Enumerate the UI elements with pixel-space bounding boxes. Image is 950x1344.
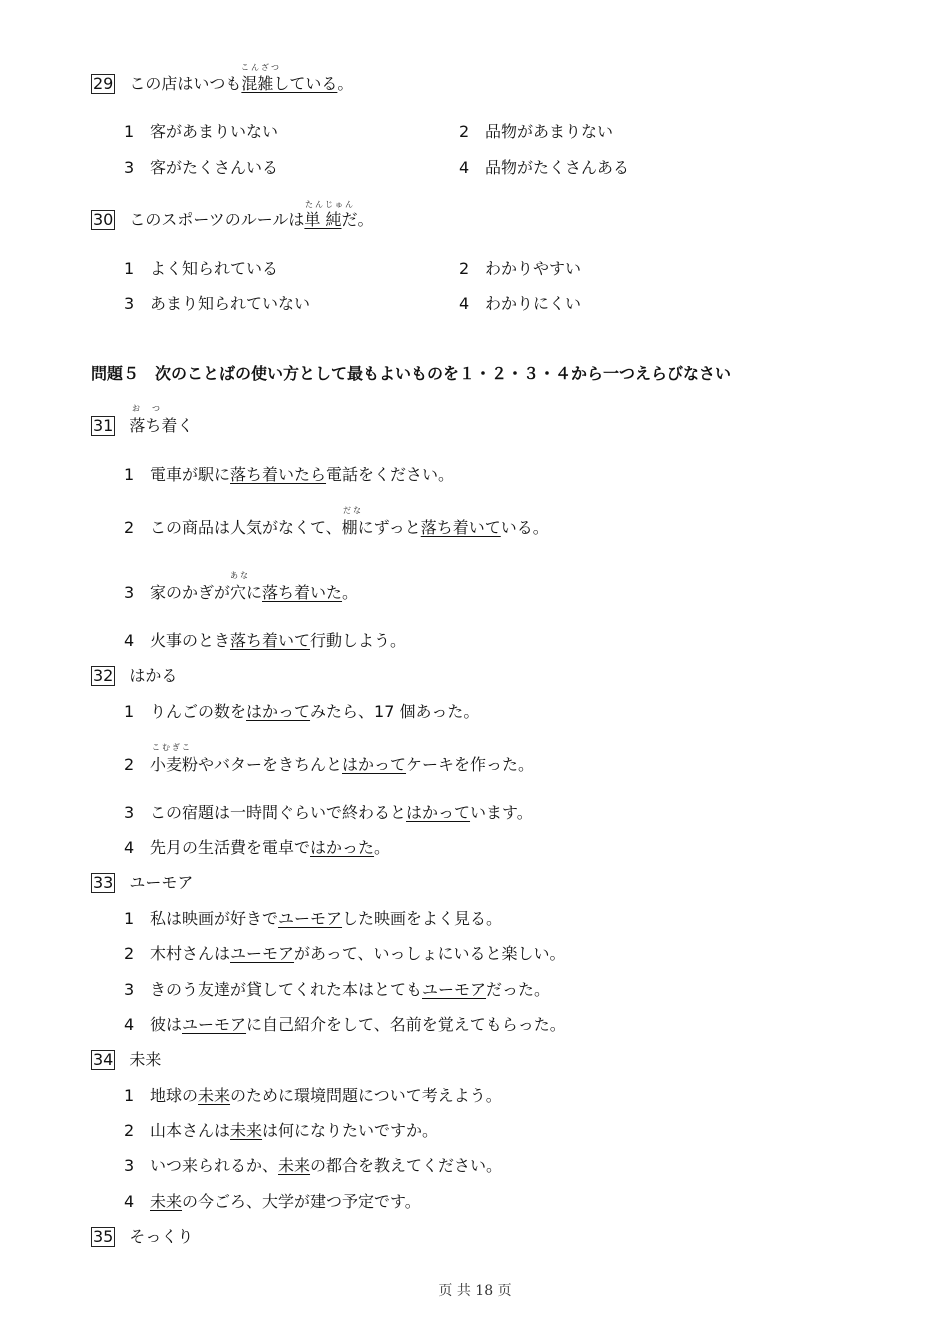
option-1[interactable]: 1 電車が駅に落ち着いたら電話をください。	[124, 465, 455, 484]
option-2[interactable]: 2 山本さんは未来は何になりたいですか。	[124, 1121, 439, 1140]
question-word: 落ち着く	[129, 416, 194, 435]
option-1[interactable]: 1 私は映画が好きでユーモアした映画をよく見る。	[124, 909, 503, 928]
furigana: お つ	[132, 404, 162, 413]
question-number: 31	[93, 416, 114, 435]
option-3[interactable]: 3 この宿題は一時間ぐらいで終わるとはかっています。	[124, 803, 533, 822]
question-number: 29	[93, 74, 114, 93]
page-footer: 页 共 18 页	[438, 1283, 512, 1299]
option-4[interactable]: 4 未来の今ごろ、大学が建つ予定です。	[124, 1192, 421, 1211]
option-2[interactable]: 2 品物があまりない	[459, 122, 614, 141]
target-word: 混雑している	[241, 74, 338, 93]
question-33	[91, 873, 193, 893]
option-1[interactable]: 1 客があまりいない	[124, 122, 279, 141]
option-4[interactable]: 4 火事のとき落ち着いて行動しよう。	[124, 631, 407, 650]
option-3[interactable]: 3 あまり知られていない	[124, 294, 311, 313]
option-4[interactable]: 4 わかりにくい	[459, 294, 582, 313]
furigana: こんざつ	[241, 63, 281, 72]
option-1[interactable]: 1 地球の未来のために環境問題について考えよう。	[124, 1086, 502, 1105]
option-2[interactable]: 2 この商品は人気がなくて、棚にずっと落ち着いている。	[124, 518, 549, 537]
option-3[interactable]: 3 家のかぎが穴に落ち着いた。	[124, 583, 359, 602]
option-3[interactable]: 3 客がたくさんいる	[124, 158, 279, 177]
furigana: こむぎこ	[152, 743, 192, 752]
furigana: だな	[343, 506, 363, 515]
question-number: 34	[93, 1050, 114, 1069]
question-30: 30 このスポーツのルールは単 純だ。	[93, 210, 374, 229]
question-number: 30	[93, 210, 114, 229]
option-2[interactable]: 2 わかりやすい	[459, 259, 582, 278]
question-word: はかる	[129, 666, 178, 685]
question-35	[91, 1227, 193, 1247]
option-3[interactable]: 3 きのう友達が貸してくれた本はとてもユーモアだった。	[124, 980, 551, 999]
question-29: 29 この店はいつも混雑している。	[93, 74, 354, 93]
option-4[interactable]: 4 先月の生活費を電卓ではかった。	[124, 838, 391, 857]
target-word: 単 純	[304, 210, 342, 229]
option-4[interactable]: 4 品物がたくさんある	[459, 158, 630, 177]
question-number: 35	[93, 1227, 114, 1246]
question-word: 未来	[129, 1050, 162, 1069]
section-header: 問題５ 次のことばの使い方として最もよいものを１・２・３・４から一つえらびなさい	[91, 364, 732, 383]
question-word: そっくり	[129, 1227, 194, 1246]
question-number: 33	[93, 873, 114, 892]
question-32	[91, 666, 177, 686]
question-number: 32	[93, 666, 114, 685]
furigana: あな	[230, 571, 250, 580]
option-4[interactable]: 4 彼はユーモアに自己紹介をして、名前を覚えてもらった。	[124, 1015, 566, 1034]
question-34	[91, 1050, 161, 1070]
option-1[interactable]: 1 りんごの数をはかってみたら、17 個あった。	[124, 702, 480, 721]
option-3[interactable]: 3 いつ来られるか、未来の都合を教えてください。	[124, 1156, 503, 1175]
option-1[interactable]: 1 よく知られている	[124, 259, 279, 278]
question-word: ユーモア	[129, 873, 194, 892]
option-2[interactable]: 2 木村さんはユーモアがあって、いっしょにいると楽しい。	[124, 944, 566, 963]
furigana: たんじゅん	[305, 200, 355, 209]
question-31	[91, 416, 193, 436]
option-2[interactable]: 2 小麦粉やバターをきちんとはかってケーキを作った。	[124, 755, 535, 774]
